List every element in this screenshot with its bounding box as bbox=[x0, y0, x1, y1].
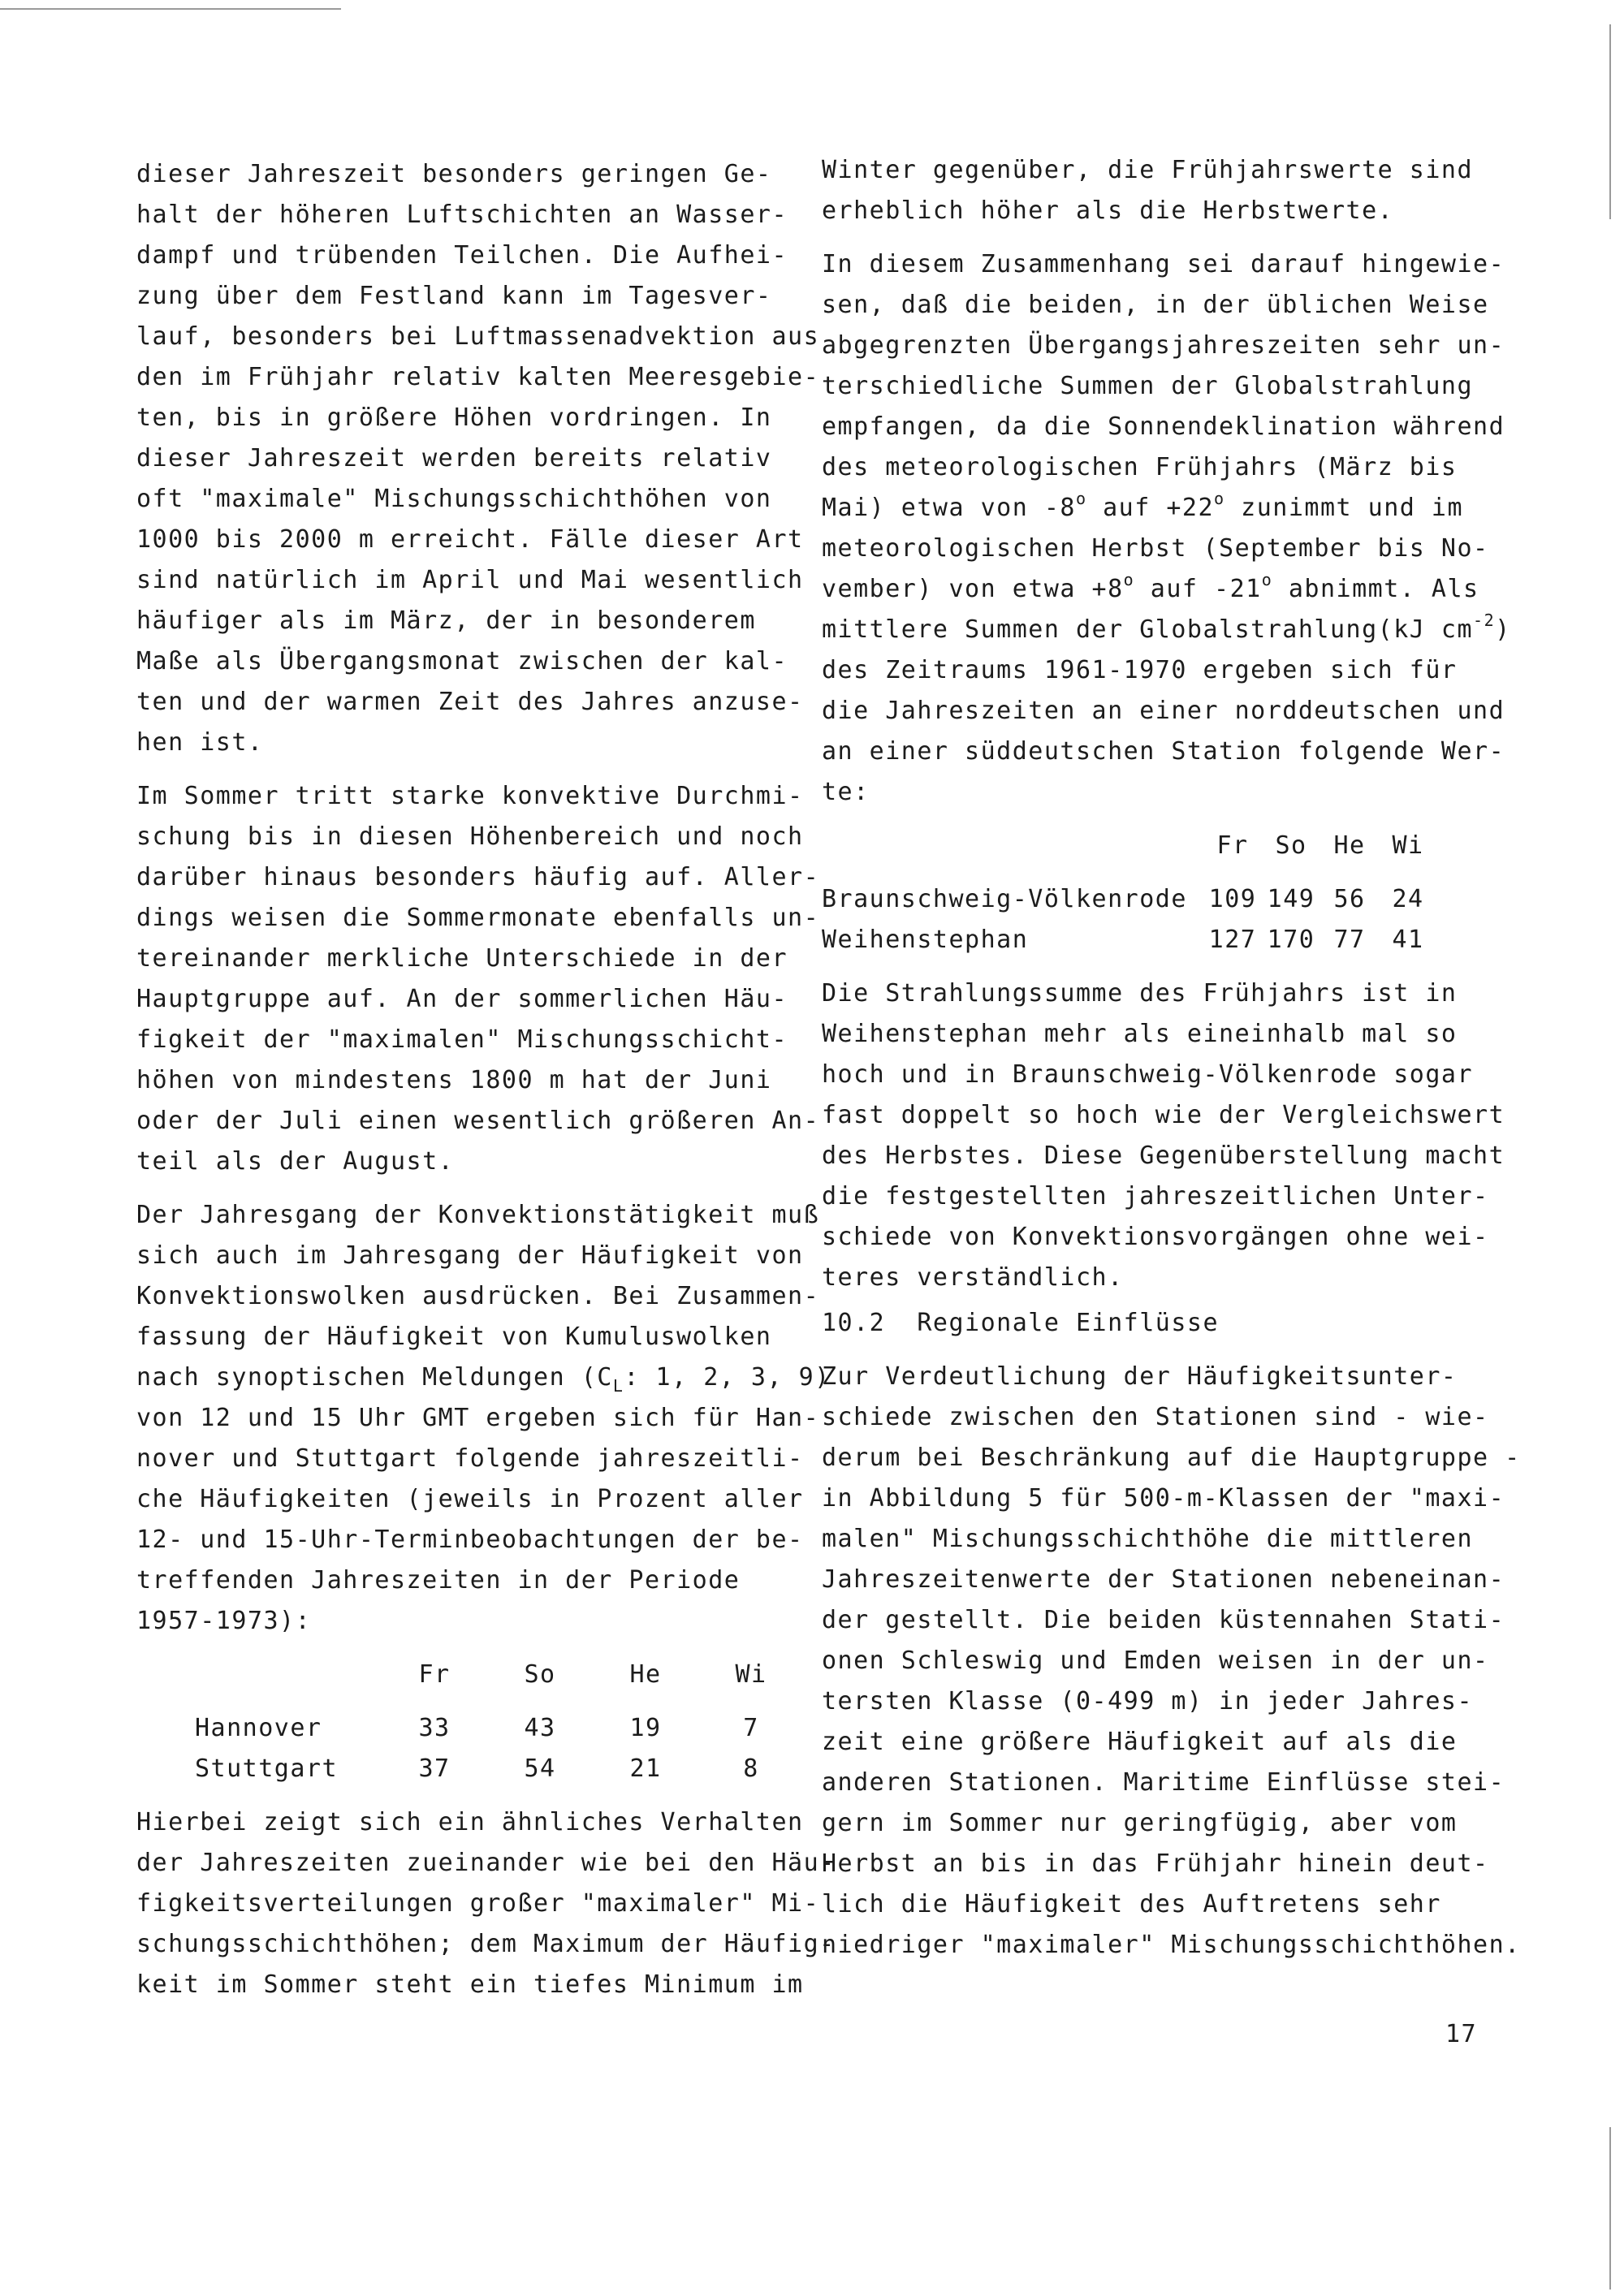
paragraph bbox=[822, 150, 1504, 231]
text-line: tersten Klasse (0-499 m) in jeder Jahres- bbox=[822, 1687, 1474, 1716]
text-line: teres verständlich. bbox=[822, 1263, 1124, 1292]
text-line: von 12 und 15 Uhr GMT ergeben sich für Han- bbox=[136, 1404, 820, 1432]
text-line: sind natürlich im April und Mai wesentlich bbox=[136, 566, 804, 594]
text-line: empfangen, da die Sonnendeklination während bbox=[822, 412, 1505, 441]
text-line: teil als der August. bbox=[136, 1147, 455, 1176]
table-row bbox=[195, 1749, 804, 1789]
paragraph bbox=[822, 1357, 1521, 1966]
table-header-row bbox=[822, 826, 1437, 866]
text-line: Zur Verdeutlichung der Häufigkeitsunter- bbox=[822, 1362, 1458, 1391]
text-line: terschiedliche Summen der Globalstrahlung bbox=[822, 372, 1474, 400]
right-column bbox=[822, 150, 1521, 1966]
table-cell: 43 bbox=[524, 1714, 556, 1742]
text-line: der Jahreszeiten zueinander wie bei den Häu- bbox=[136, 1849, 836, 1877]
text-line: 12- und 15-Uhr-Terminbeobachtungen der be- bbox=[136, 1526, 804, 1554]
text-line: figkeit der "maximalen" Mischungsschicht- bbox=[136, 1025, 788, 1054]
text-line: vember) von etwa $+8^o$ auf -21$^o$ abnimmt. Als bbox=[822, 570, 1479, 603]
text-line: halt der höheren Luftschichten an Wasser- bbox=[136, 201, 788, 229]
text-line: abgegrenzten Übergangsjahreszeiten sehr un- bbox=[822, 331, 1505, 360]
text-line: lich die Häufigkeit des Auftretens sehr bbox=[822, 1890, 1441, 1918]
text-line: schiede von Konvektionsvorgängen ohne wei- bbox=[822, 1223, 1489, 1251]
text-line: tereinander merkliche Unterschiede in der bbox=[136, 944, 788, 973]
text-line: häufiger als im März, der in besonderem bbox=[136, 606, 756, 635]
text-line: onen Schleswig und Emden weisen in der un- bbox=[822, 1646, 1489, 1675]
text-line: malen" Mischungsschichthöhe die mittleren bbox=[822, 1525, 1474, 1553]
text-line: fast doppelt so hoch wie der Vergleichswert bbox=[822, 1101, 1505, 1129]
text-line: lauf, besonders bei Luftmassenadvektion aus bbox=[136, 322, 820, 351]
text-line: an einer süddeutschen Station folgende Wer- bbox=[822, 737, 1505, 766]
text-line: Konvektionswolken ausdrücken. Bei Zusammen- bbox=[136, 1282, 820, 1310]
station-name: Hannover bbox=[195, 1714, 322, 1742]
text-line: Die Strahlungssumme des Frühjahrs ist in bbox=[822, 979, 1458, 1008]
text-line: Hauptgruppe auf. An der sommerlichen Häu- bbox=[136, 985, 788, 1013]
text-line: ten, bis in größere Höhen vordringen. In bbox=[136, 404, 772, 432]
text-line: zung über dem Festland kann im Tagesver- bbox=[136, 282, 772, 310]
table-cell: 19 bbox=[629, 1714, 662, 1742]
paragraph bbox=[136, 154, 820, 763]
text-line: Jahreszeitenwerte der Stationen nebeneinan- bbox=[822, 1565, 1505, 1594]
table-cell: 8 bbox=[743, 1754, 759, 1783]
text-line: niedriger "maximaler" Mischungsschichthöhen. bbox=[822, 1931, 1521, 1959]
text-line: meteorologischen Herbst (September bis No- bbox=[822, 534, 1489, 563]
text-line: zeit eine größere Häufigkeit auf als die bbox=[822, 1728, 1458, 1756]
text-line: mittlere Summen der Globalstrahlung(kJ $cm^{-2}$) bbox=[822, 611, 1511, 644]
text-line: anderen Stationen. Maritime Einflüsse stei- bbox=[822, 1768, 1505, 1797]
text-line: Winter gegenüber, die Frühjahrswerte sind bbox=[822, 156, 1474, 184]
radiation-table bbox=[822, 826, 1437, 960]
text-line: nover und Stuttgart folgende jahreszeitli- bbox=[136, 1444, 804, 1473]
cloud-frequency-table bbox=[195, 1655, 804, 1789]
text-line: derum bei Beschränkung auf die Hauptgruppe - bbox=[822, 1444, 1521, 1472]
text-line: die festgestellten jahreszeitlichen Unter- bbox=[822, 1182, 1489, 1211]
text-line: darüber hinaus besonders häufig auf. Aller- bbox=[136, 863, 820, 891]
table-cell: 109 bbox=[1208, 885, 1257, 913]
text-line: schiede zwischen den Stationen sind - wie- bbox=[822, 1403, 1489, 1431]
text-line: schungsschichthöhen; dem Maximum der Häufig- bbox=[136, 1930, 836, 1958]
text-line: sich auch im Jahresgang der Häufigkeit von bbox=[136, 1241, 804, 1270]
text-line: Hierbei zeigt sich ein ähnliches Verhalten bbox=[136, 1808, 804, 1836]
paragraph bbox=[136, 1802, 836, 2005]
table-row bbox=[822, 920, 1437, 960]
column-header: Fr bbox=[418, 1660, 451, 1689]
text-line: des Herbstes. Diese Gegenüberstellung macht bbox=[822, 1142, 1505, 1170]
text-line: treffenden Jahreszeiten in der Periode bbox=[136, 1566, 741, 1595]
text-line: die Jahreszeiten an einer norddeutschen und bbox=[822, 697, 1505, 725]
text-line: Mai) etwa von -8$^o$ auf $+22^o$ zunimmt und im bbox=[822, 489, 1464, 522]
column-header: Fr bbox=[1216, 831, 1249, 860]
paragraph bbox=[822, 973, 1504, 1298]
text-line: Im Sommer tritt starke konvektive Durchmi- bbox=[136, 782, 804, 810]
paragraph bbox=[136, 776, 820, 1182]
table-cell: 41 bbox=[1392, 926, 1424, 954]
text-line: sen, daß die beiden, in der üblichen Weise bbox=[822, 291, 1489, 319]
text-line: 1000 bis 2000 m erreicht. Fälle dieser Art bbox=[136, 525, 804, 554]
text-line: hoch und in Braunschweig-Völkenrode sogar bbox=[822, 1060, 1474, 1089]
text-line: 1957-1973): bbox=[136, 1607, 312, 1635]
table-cell: 37 bbox=[418, 1754, 451, 1783]
table-cell: 149 bbox=[1267, 885, 1315, 913]
scan-edge-mark-right-top bbox=[1609, 24, 1611, 219]
column-header: Wi bbox=[735, 1660, 767, 1689]
table-cell: 54 bbox=[524, 1754, 556, 1783]
text-line: in Abbildung 5 für 500-m-Klassen der "maxi- bbox=[822, 1484, 1505, 1513]
table-cell: 33 bbox=[418, 1714, 451, 1742]
text-line: den im Frühjahr relativ kalten Meeresgebie- bbox=[136, 363, 820, 391]
text-line: des meteorologischen Frühjahrs (März bis bbox=[822, 453, 1458, 481]
table-cell: 77 bbox=[1333, 926, 1366, 954]
left-column bbox=[136, 154, 836, 2005]
section-heading: 10.2 Regionale Einflüsse bbox=[822, 1309, 1220, 1337]
text-line: te: bbox=[822, 778, 870, 806]
text-line: Der Jahresgang der Konvektionstätigkeit muß bbox=[136, 1201, 820, 1229]
table-cell: 7 bbox=[743, 1714, 759, 1742]
text-line: dieser Jahreszeit besonders geringen Ge- bbox=[136, 160, 772, 188]
text-line: In diesem Zusammenhang sei darauf hingewie- bbox=[822, 250, 1505, 278]
scan-edge-mark-top bbox=[0, 8, 341, 10]
paragraph bbox=[822, 244, 1511, 813]
scan-edge-mark-right-bottom bbox=[1609, 2127, 1611, 2290]
text-line: erheblich höher als die Herbstwerte. bbox=[822, 196, 1394, 225]
text-line: Weihenstephan mehr als eineinhalb mal so bbox=[822, 1020, 1458, 1048]
column-header: He bbox=[1333, 831, 1366, 860]
text-line: dampf und trübenden Teilchen. Die Aufhei- bbox=[136, 241, 788, 270]
text-line: oder der Juli einen wesentlich größeren An- bbox=[136, 1107, 820, 1135]
text-line: keit im Sommer steht ein tiefes Minimum im bbox=[136, 1970, 804, 1999]
table-cell: 21 bbox=[629, 1754, 662, 1783]
text-line: gern im Sommer nur geringfügig, aber vom bbox=[822, 1809, 1458, 1837]
text-line: schung bis in diesen Höhenbereich und noch bbox=[136, 822, 804, 851]
table-row bbox=[822, 879, 1437, 920]
text-line: oft "maximale" Mischungsschichthöhen von bbox=[136, 485, 772, 513]
table-row bbox=[195, 1708, 804, 1749]
text-line: nach synoptischen Meldungen ($C_L$: 1, 2, 3, 9) bbox=[136, 1363, 831, 1396]
text-line: des Zeitraums 1961-1970 ergeben sich für bbox=[822, 656, 1458, 684]
text-line: fassung der Häufigkeit von Kumuluswolken bbox=[136, 1323, 772, 1351]
station-name: Braunschweig-Völkenrode bbox=[822, 885, 1187, 913]
text-line: hen ist. bbox=[136, 728, 264, 757]
text-line: höhen von mindestens 1800 m hat der Juni bbox=[136, 1066, 772, 1094]
table-cell: 24 bbox=[1392, 885, 1424, 913]
column-header: Wi bbox=[1392, 831, 1424, 860]
station-name: Stuttgart bbox=[195, 1754, 339, 1783]
text-line: che Häufigkeiten (jeweils in Prozent aller bbox=[136, 1485, 804, 1513]
text-line: ten und der warmen Zeit des Jahres anzuse- bbox=[136, 688, 804, 716]
column-header: So bbox=[524, 1660, 556, 1689]
table-cell: 170 bbox=[1267, 926, 1315, 954]
text-line: der gestellt. Die beiden küstennahen Stati- bbox=[822, 1606, 1505, 1634]
table-cell: 56 bbox=[1333, 885, 1366, 913]
text-line: dings weisen die Sommermonate ebenfalls un- bbox=[136, 904, 820, 932]
page-number: 17 bbox=[1445, 2020, 1478, 2048]
table-cell: 127 bbox=[1208, 926, 1257, 954]
column-header: He bbox=[629, 1660, 662, 1689]
text-line: dieser Jahreszeit werden bereits relativ bbox=[136, 444, 772, 473]
paragraph bbox=[136, 1195, 831, 1642]
text-line: Maße als Übergangsmonat zwischen der kal- bbox=[136, 647, 788, 675]
text-line: figkeitsverteilungen großer "maximaler" Mi- bbox=[136, 1889, 820, 1918]
column-header: So bbox=[1275, 831, 1307, 860]
text-line: Herbst an bis in das Frühjahr hinein deut- bbox=[822, 1849, 1489, 1878]
table-header-row bbox=[195, 1655, 804, 1695]
station-name: Weihenstephan bbox=[822, 926, 1029, 954]
